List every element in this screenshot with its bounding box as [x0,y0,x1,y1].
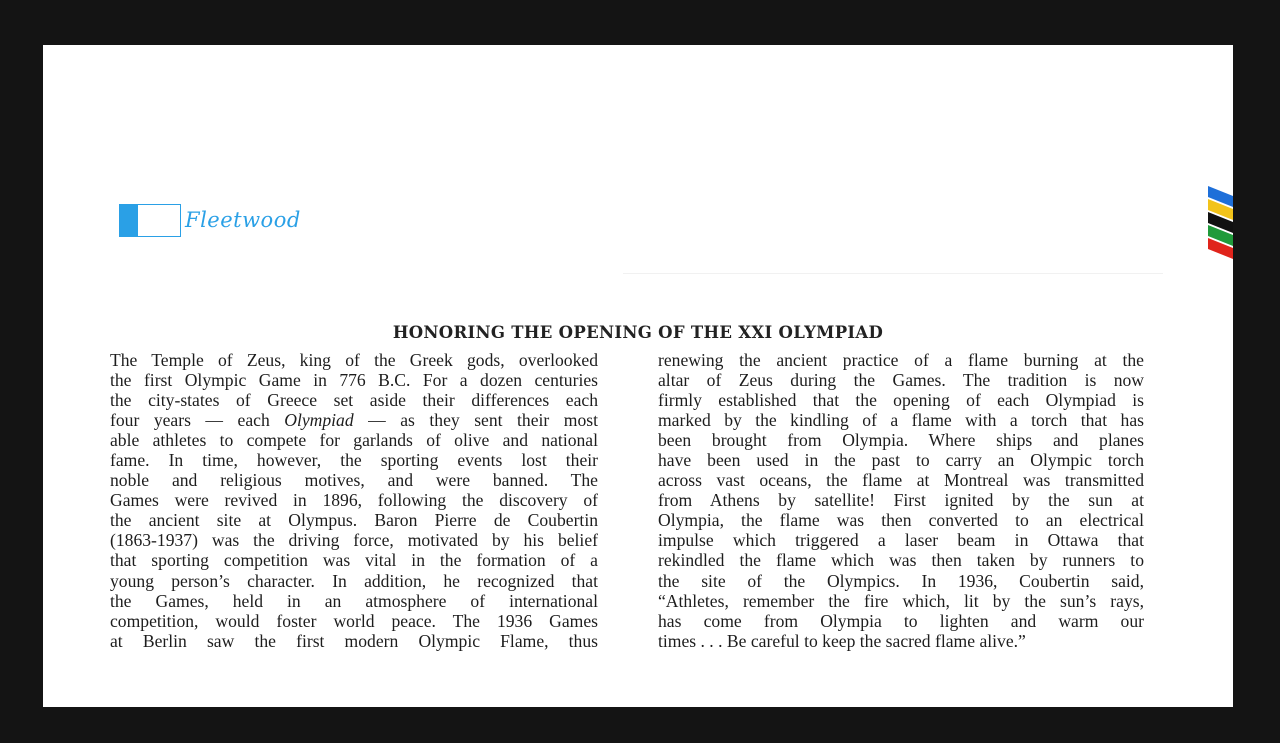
text-line: that sporting competition was vital in the formation of a [110,550,598,571]
olympiad-italic: Olympiad [284,410,354,431]
olympic-color-stripes [1208,182,1233,262]
logo-wordmark: Fleetwood [185,208,301,232]
text-line: fame. In time, however, the sporting events lost their [110,450,598,471]
fleetwood-logo [119,202,301,238]
left-column-text [110,350,598,651]
text-line: The Temple of Zeus, king of the Greek gods, overlooked [110,350,598,370]
text-line: has come from Olympia to lighten and warm our [658,610,1144,631]
text-line: been brought from Olympia. Where ships and planes [658,430,1144,451]
text-line: noble and religious motives, and were banned. The [110,470,598,491]
text-line: young person’s character. In addition, he recognized that [110,570,598,591]
text-line: four years — each Olympiad — as they sent their most [110,410,599,431]
text-line: times . . . Be careful to keep the sacred flame alive.” [658,630,1026,651]
divider [623,273,1163,274]
page-title: HONORING THE OPENING OF THE XXI OLYMPIAD [392,323,884,342]
text-line: firmly established that the opening of each Olympiad is [658,390,1144,411]
text-line: at Berlin saw the first modern Olympic Flame, thus [110,630,598,651]
text-line: the city-states of Greece set aside their differences each [110,390,598,411]
right-column-text [658,350,1144,651]
text-line: Games were revived in 1896, following the discovery of [110,490,598,511]
text-line: from Athens by satellite! First ignited by the sun at [658,490,1144,511]
text-line: the site of the Olympics. In 1936, Coubertin said, [658,570,1144,591]
text-line: across vast oceans, the flame at Montreal was transmitted [658,470,1144,491]
text-line: rekindled the flame which was then taken by runners to [658,550,1144,571]
text-line: altar of Zeus during the Games. The tradition is now [658,370,1144,391]
text-line: the ancient site at Olympus. Baron Pierre de Coubertin [110,510,598,531]
text-line: have been used in the past to carry an Olympic torch [658,450,1144,471]
cachet-card [43,45,1233,707]
text-line: “Athletes, remember the fire which, lit by the sun’s rays, [658,590,1144,611]
text-line: the first Olympic Game in 776 B.C. For a dozen centuries [110,370,598,391]
text-line: marked by the kindling of a flame with a torch that has [658,410,1144,431]
text-line: the Games, held in an atmosphere of international [110,590,598,611]
text-line: impulse which triggered a laser beam in Ottawa that [658,530,1144,551]
text-line: Olympia, the flame was then converted to an electrical [658,510,1144,531]
text-line: competition, would foster world peace. The 1936 Games [110,610,598,631]
text-line: (1863-1937) was the driving force, motivated by his belief [110,530,598,551]
text-line: renewing the ancient practice of a flame burning at the [658,350,1144,370]
text-line: able athletes to compete for garlands of olive and national [110,430,598,451]
logo-box-icon [119,204,181,237]
